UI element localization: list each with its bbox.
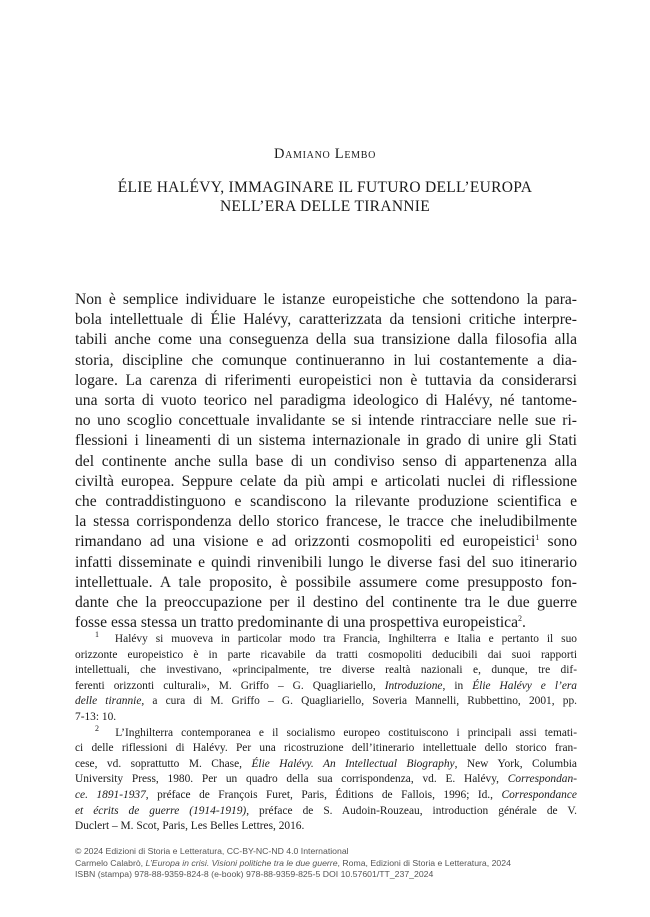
footnote-ref-2[interactable]: 2 <box>518 614 522 624</box>
footnote-1-line: ferenti orizzonti culturali», M. Griffo – G. Quagliariello, Introduzione, in Élie Halévy e l’era <box>75 679 578 692</box>
body-line: storia, discipline che comunque continueranno in lui costantemente a dia- <box>75 351 577 369</box>
footnote-2-line: et écrits de guerre (1914-1919), préface de S. Audoin-Rouzeau, introduction générale de V. <box>75 804 577 817</box>
footnote-2-line: cese, vd. soprattutto M. Chase, Élie Halévy. An Intellectual Biography, New York, Columbia <box>75 757 577 770</box>
body-line: logare. La carenza di riferimenti europeistici non è tuttavia da considerarsi <box>75 371 577 389</box>
footnote-1-line: 7-13: 10. <box>75 710 117 723</box>
isbn-doi-line: ISBN (stampa) 978-88-9359-824-8 (e-book) 978-88-9359-825-5 DOI 10.57601/TT_237_2024 <box>75 869 434 879</box>
footnote-1-line: intellettuali, che investivano, «principalmente, tre diverse realtà nazionali e, dunque, tre dif- <box>75 664 577 677</box>
chapter-author: Damiano Lembo <box>273 146 377 162</box>
footnote-2-mark: 2 <box>95 723 99 733</box>
footnote-1-mark: 1 <box>95 630 99 640</box>
body-line: una sorta di vuoto teorico nel paradigma ideologico di Halévy, né tantome- <box>75 392 577 410</box>
body-line-text: sono <box>539 533 578 551</box>
body-line-text: fosse essa stessa un tratto predominante di una prospettiva europeistica <box>75 614 518 632</box>
body-line: dante che la preoccupazione per il destino del continente tra le due guerre <box>75 594 577 612</box>
body-line: fosse essa stessa un tratto predominante di una prospettiva europeistica$^2$. <box>75 614 526 632</box>
license-line: © 2024 Edizioni di Storia e Letteratura, CC-BY-NC-ND 4.0 International <box>75 846 349 856</box>
body-line: che contraddistinguono e scandiscono la rilevante produzione scientifica e <box>75 493 577 511</box>
body-line: Non è semplice individuare le istanze europeistiche che sottendono la para- <box>75 291 577 308</box>
body-line: intellettuale. A tale proposito, è possibile assumere come presupposto fon- <box>75 573 577 591</box>
body-line: no uno scoglio concettuale invalidante se si intende rintracciare nelle sue ri- <box>75 412 577 430</box>
chapter-title <box>80 178 570 216</box>
footnote-2-line: University Press, 1980. Per un quadro della sua corrispondenza, vd. E. Halévy, Correspondan- <box>75 773 577 786</box>
chapter-title-line-1: ÉLIE HALÉVY, IMMAGINARE IL FUTURO DELL’EUROPA <box>117 179 533 196</box>
body-line: del continente anche sulla base di un condiviso senso di appartenenza alla <box>75 452 577 470</box>
footnote-1-line: $^1$ Halévy si muoveva in particolar modo tra Francia, Inghilterra e Italia e pertanto il suo <box>95 630 577 645</box>
footnote-2-line: ce. 1891-1937, préface de François Furet, Paris, Éditions de Fallois, 1996; Id., Correspondance <box>75 788 577 801</box>
chapter-title-line-2: NELL’ERA DELLE TIRANNIE <box>219 198 431 215</box>
body-line: tabili anche come una conseguenza della sua transizione dalla filosofia alla <box>75 331 577 349</box>
body-paragraph <box>75 290 577 633</box>
footnote-2-line: ci delle riflessioni di Halévy. Per una ricostruzione dell’itinerario intellettuale dello storico fran- <box>75 742 577 755</box>
body-line-text: rimandano ad una visione e ad orizzonti cosmopoliti ed europeistici <box>75 533 536 551</box>
footnotes <box>75 632 577 835</box>
body-line: la stessa corrispondenza dello storico francese, le tracce che ineludibilmente <box>75 513 577 531</box>
footnote-2-line: $^2$ L’Inghilterra contemporanea e il socialismo europeo costituiscono i principali assi temati- <box>95 723 577 739</box>
body-line: bola intellettuale di Élie Halévy, caratterizzata da tensioni critiche interpre- <box>75 311 577 329</box>
body-line: infatti disseminate e quindi rinvenibili lungo le diverse fasi del suo itinerario <box>75 553 577 571</box>
body-line <box>75 532 577 552</box>
footnote-1-line: delle tirannie, a cura di M. Griffo – G. Quagliariello, Soveria Mannelli, Rubbettino, 2001, pp. <box>75 695 577 708</box>
footnote-1-line: orizzonte europeistico è in parte ricavabile da tratti cosmopoliti deducibili dai suoi rapporti <box>75 648 577 661</box>
citation-line: Carmelo Calabrò, L’Europa in crisi. Visioni politiche tra le due guerre, Roma, Edizioni di Storia e Letteratura, 2024 <box>75 857 511 868</box>
footnote-2-line: Duclert – M. Scot, Paris, Les Belles Lettres, 2016. <box>75 820 305 833</box>
body-line: civiltà europea. Seppure celate da più ampi e articolati nuclei di riflessione <box>75 472 577 490</box>
body-line: flessioni i lineamenti di un sistema internazionale in grado di unire gli Stati <box>75 432 577 450</box>
copyright-footer <box>75 846 577 881</box>
footnote-ref-1[interactable]: 1 <box>535 533 540 543</box>
